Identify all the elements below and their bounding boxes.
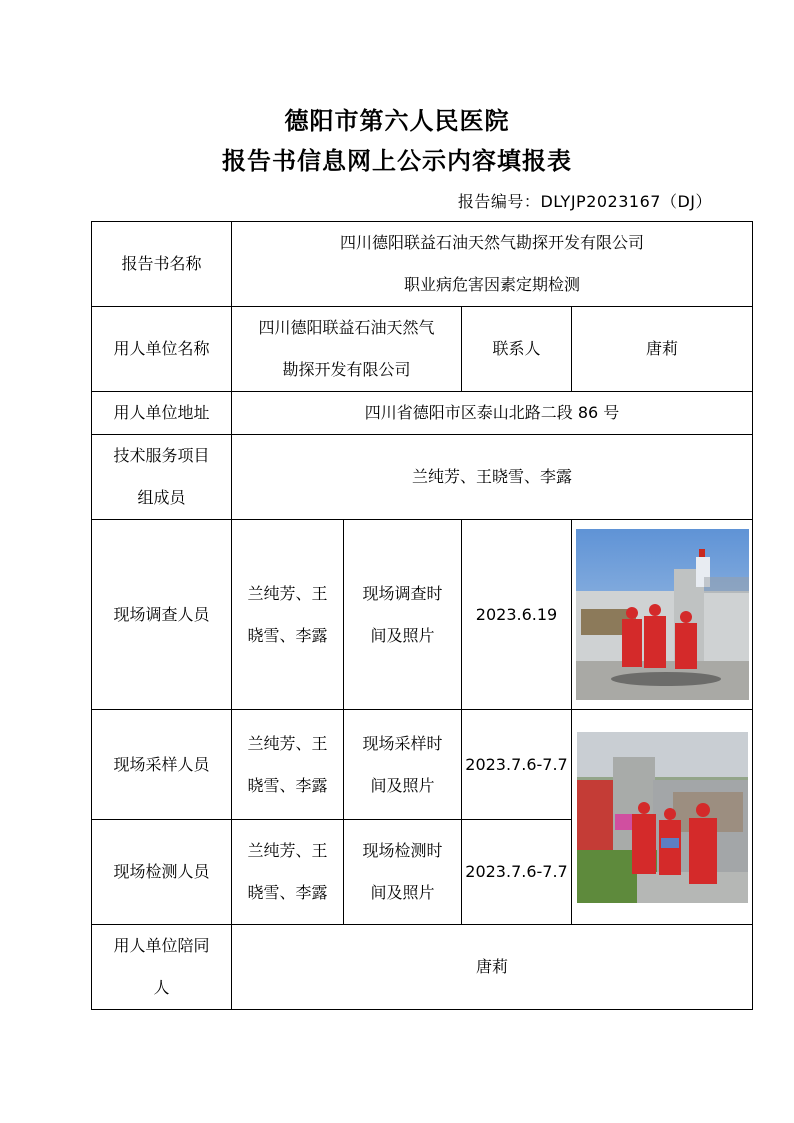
report-number: [458, 189, 712, 212]
employer-name-label: 用人单位名称: [92, 307, 232, 392]
escort-label: [92, 925, 232, 1010]
row-escort: [92, 925, 753, 1010]
row-survey: [92, 520, 753, 710]
employer-name-line2: 勘探开发有限公司: [282, 360, 411, 379]
report-name-line1: 四川德阳联益石油天然气勘探开发有限公司: [340, 233, 645, 252]
employer-address-label: 用人单位地址: [92, 392, 232, 435]
survey-label: 现场调查人员: [92, 520, 232, 710]
testing-label: 现场检测人员: [92, 820, 232, 925]
sampling-time-line2: 间及照片: [370, 775, 435, 795]
hospital-title: 德阳市第六人民医院: [284, 107, 510, 135]
sampling-time-label: [344, 710, 462, 820]
sampling-label: 现场采样人员: [92, 710, 232, 820]
sampling-site-photo: [577, 732, 748, 903]
row-team-members: [92, 435, 753, 520]
survey-staff-line2: 晓雪、李露: [247, 625, 328, 645]
survey-time-label: [344, 520, 462, 710]
testing-staff: [232, 820, 344, 925]
sampling-staff: [232, 710, 344, 820]
report-name-value: [232, 222, 753, 307]
employer-name-line1: 四川德阳联益石油天然气: [258, 318, 435, 337]
survey-time-line2: 间及照片: [370, 625, 435, 645]
escort-label-line2: 人: [153, 978, 170, 997]
contact-value: 唐莉: [572, 307, 753, 392]
testing-time-label: [344, 820, 462, 925]
report-number-value: DLYJP2023167（DJ）: [540, 192, 712, 211]
row-report-name: [92, 222, 753, 307]
sampling-staff-line2: 晓雪、李露: [247, 775, 328, 795]
form-title: 报告书信息网上公示内容填报表: [222, 147, 572, 175]
employer-address-value: 四川省德阳市区泰山北路二段 86 号: [232, 392, 753, 435]
testing-staff-line2: 晓雪、李露: [247, 883, 328, 902]
testing-staff-line1: 兰纯芳、王: [247, 841, 328, 860]
testing-time-line2: 间及照片: [370, 883, 435, 902]
employer-name-value: [232, 307, 462, 392]
survey-time-line1: 现场调查时: [362, 583, 443, 603]
survey-staff-line1: 兰纯芳、王: [247, 583, 328, 603]
survey-photo-cell: [572, 520, 753, 710]
sampling-staff-line1: 兰纯芳、王: [247, 733, 328, 753]
testing-date: 2023.7.6-7.7: [462, 820, 572, 925]
contact-label: 联系人: [462, 307, 572, 392]
team-members-label: [92, 435, 232, 520]
report-name-line2: 职业病危害因素定期检测: [404, 275, 581, 294]
escort-value: 唐莉: [232, 925, 753, 1010]
team-members-value: 兰纯芳、王晓雪、李露: [232, 435, 753, 520]
row-employer-address: [92, 392, 753, 435]
testing-time-line1: 现场检测时: [362, 841, 443, 860]
row-employer-name: [92, 307, 753, 392]
info-table: [91, 221, 753, 1010]
sampling-testing-photo-cell: [572, 710, 753, 925]
survey-staff: [232, 520, 344, 710]
row-sampling: [92, 710, 753, 820]
survey-date: 2023.6.19: [462, 520, 572, 710]
team-label-line2: 组成员: [137, 488, 186, 507]
sampling-date: 2023.7.6-7.7: [462, 710, 572, 820]
survey-site-photo: [576, 529, 749, 700]
team-label-line1: 技术服务项目: [113, 446, 210, 465]
report-name-label: 报告书名称: [92, 222, 232, 307]
sampling-time-line1: 现场采样时: [362, 733, 443, 753]
escort-label-line1: 用人单位陪同: [113, 936, 210, 955]
report-number-label: 报告编号：: [457, 192, 541, 211]
